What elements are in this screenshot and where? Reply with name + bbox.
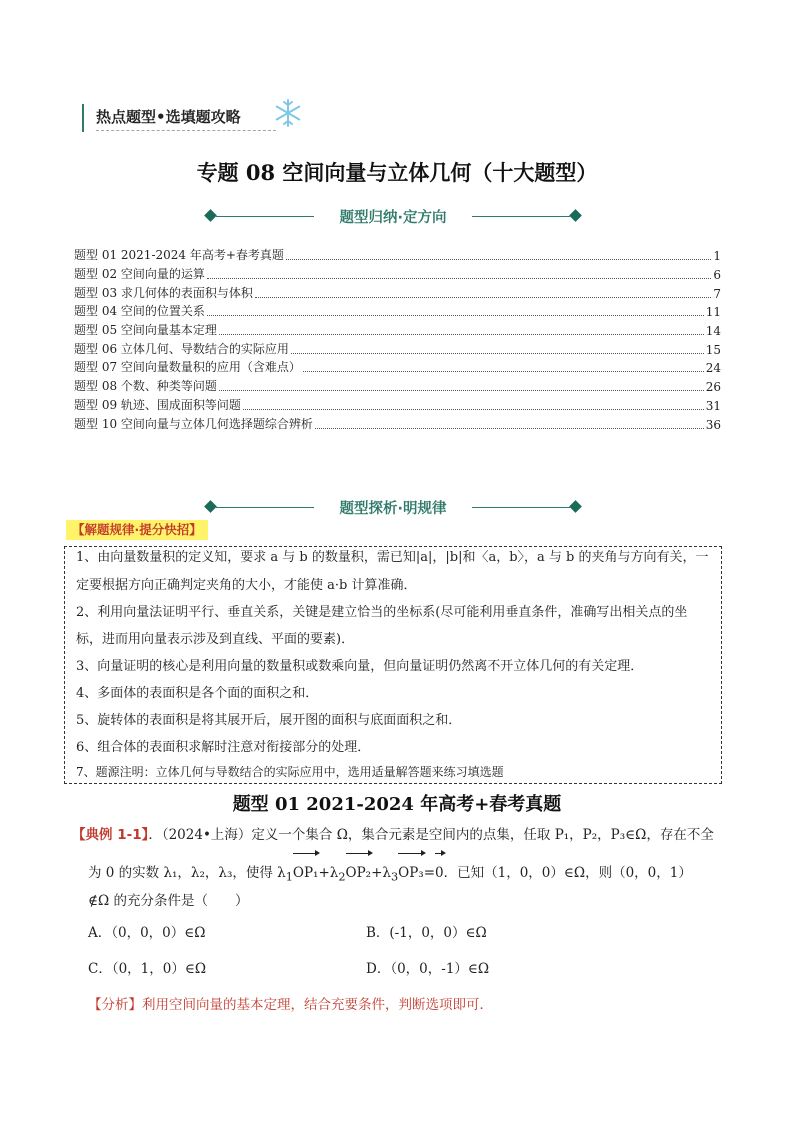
- tips-label: 【解题规律·提分快招】: [66, 520, 208, 540]
- example-line-1: [72, 818, 714, 852]
- tip-line: 1、由向量数量积的定义知，要求 a 与 b 的数量积，需已知|a|，|b|和〈a，b〉，a 与 b 的夹角与方向有关，一: [76, 550, 709, 565]
- toc-item[interactable]: [74, 416, 721, 432]
- toc-item[interactable]: [74, 322, 721, 338]
- option-a[interactable]: A．（0，0，0）∈Ω: [88, 925, 206, 941]
- toc-item-title: 题型 07 空间向量数量积的应用（含难点）: [74, 360, 301, 374]
- header-label: 热点题型•选填题攻略: [96, 108, 241, 126]
- toc-item[interactable]: [74, 247, 721, 263]
- toc-item-page: 7: [713, 287, 721, 301]
- example-text: ．（2024•上海）定义一个集合 Ω，集合元素是空间内的点集，任取 P₁，P₂，P₃∈Ω，存在不全: [148, 827, 714, 843]
- toc-item-title: 题型 02 空间向量的运算: [74, 267, 205, 281]
- analysis-text: 利用空间向量的基本定理，结合充要条件，判断选项即可．: [142, 997, 493, 1013]
- section-banner-toc: [200, 206, 586, 228]
- option-b[interactable]: B．(-1，0，0）∈Ω: [366, 925, 487, 941]
- vector-op3: OP₃: [398, 852, 424, 890]
- page-title: 专题 08 空间向量与立体几何（十大题型）: [196, 160, 598, 185]
- vector-op1: OP₁: [293, 852, 319, 890]
- tip-line: 4、多面体的表面积是各个面的面积之和．: [76, 686, 319, 701]
- vector-op2: OP₂: [346, 852, 372, 890]
- toc-item-title: 题型 10 空间向量与立体几何选择题综合辨析: [74, 417, 313, 431]
- banner-label: 题型探析·明规律: [339, 501, 447, 517]
- toc-item-page: 24: [705, 361, 721, 375]
- tip-line: 定要根据方向正确判定夹角的大小，才能使 a·b 计算准确．: [76, 578, 417, 593]
- header-accent-bar: [82, 104, 84, 132]
- toc-item-page: 26: [705, 380, 721, 394]
- toc-item-title: 题型 03 求几何体的表面积与体积: [74, 286, 253, 300]
- banner-line: [472, 507, 570, 508]
- banner-label: 题型归纳·定方向: [339, 210, 447, 226]
- toc-item-title: 题型 01 2021-2024 年高考+春考真题: [74, 248, 284, 262]
- toc-item-title: 题型 05 空间向量基本定理: [74, 323, 217, 337]
- toc-item-page: 1: [713, 249, 721, 263]
- toc-item[interactable]: [74, 285, 721, 301]
- toc-item-page: 11: [705, 305, 721, 319]
- example-line-2: 为 0 的实数 λ₁，λ₂，λ₃，使得 $\lambda_1OP_1+\lambda_2OP_2+\lambda_3OP_3=0$．已知（1，0，0）∈Ω，则（0，0，1）: [88, 852, 692, 895]
- option-d[interactable]: D．（0，0，-1）∈Ω: [366, 961, 490, 977]
- toc-item-title: 题型 04 空间的位置关系: [74, 304, 205, 318]
- example-line-3: ∉Ω 的充分条件是（ ）: [88, 893, 249, 909]
- option-c[interactable]: C．（0，1，0）∈Ω: [88, 961, 207, 977]
- tip-line: 标，进而用向量表示涉及到直线、平面的要素)．: [76, 632, 355, 647]
- section-banner-analysis: [200, 497, 586, 519]
- toc-item-page: 31: [705, 399, 721, 413]
- tip-line: 5、旋转体的表面积是将其展开后，展开图的面积与底面面积之和．: [76, 713, 462, 728]
- toc-item-title: 题型 09 轨迹、围成面积等问题: [74, 398, 241, 412]
- toc-item[interactable]: [74, 341, 721, 357]
- toc-item-page: 6: [713, 268, 721, 282]
- tip-line: 6、组合体的表面积求解时注意对衔接部分的处理．: [76, 740, 371, 755]
- toc-item-page: 14: [705, 324, 721, 338]
- banner-line: [472, 216, 570, 217]
- toc-item-page: 36: [705, 418, 721, 432]
- section-title: 题型 01 2021-2024 年高考+春考真题: [232, 794, 562, 815]
- snowflake-icon: [272, 97, 304, 129]
- example-text: 为 0 的实数 λ₁，λ₂，λ₃，使得 λ: [88, 865, 286, 881]
- toc-item-title: 题型 08 个数、种类等问题: [74, 379, 217, 393]
- tip-line: 3、向量证明的核心是利用向量的数量积或数乘向量，但向量证明仍然离不开立体几何的有关定理．: [76, 659, 644, 674]
- example-label: 【典例 1-1】: [72, 827, 149, 843]
- toc-item[interactable]: [74, 266, 721, 282]
- tip-line: 7、题源注明：立体几何与导数结合的实际应用中，选用适量解答题来练习填选题: [76, 765, 504, 779]
- toc-item[interactable]: [74, 303, 721, 319]
- toc-item-page: 15: [705, 343, 721, 357]
- analysis-line: [88, 988, 493, 1022]
- example-text: ．已知（1，0，0）∈Ω，则（0，0，1）: [443, 865, 692, 881]
- analysis-label: 【分析】: [88, 997, 142, 1013]
- toc-item[interactable]: [74, 397, 721, 413]
- tip-line: 2、利用向量法证明平行、垂直关系，关键是建立恰当的坐标系(尽可能利用垂直条件，准确写出相关点的坐: [76, 605, 688, 620]
- toc-item[interactable]: [74, 359, 721, 375]
- header-underline: [96, 130, 276, 131]
- toc-item[interactable]: [74, 378, 721, 394]
- toc-item-title: 题型 06 立体几何、导数结合的实际应用: [74, 342, 289, 356]
